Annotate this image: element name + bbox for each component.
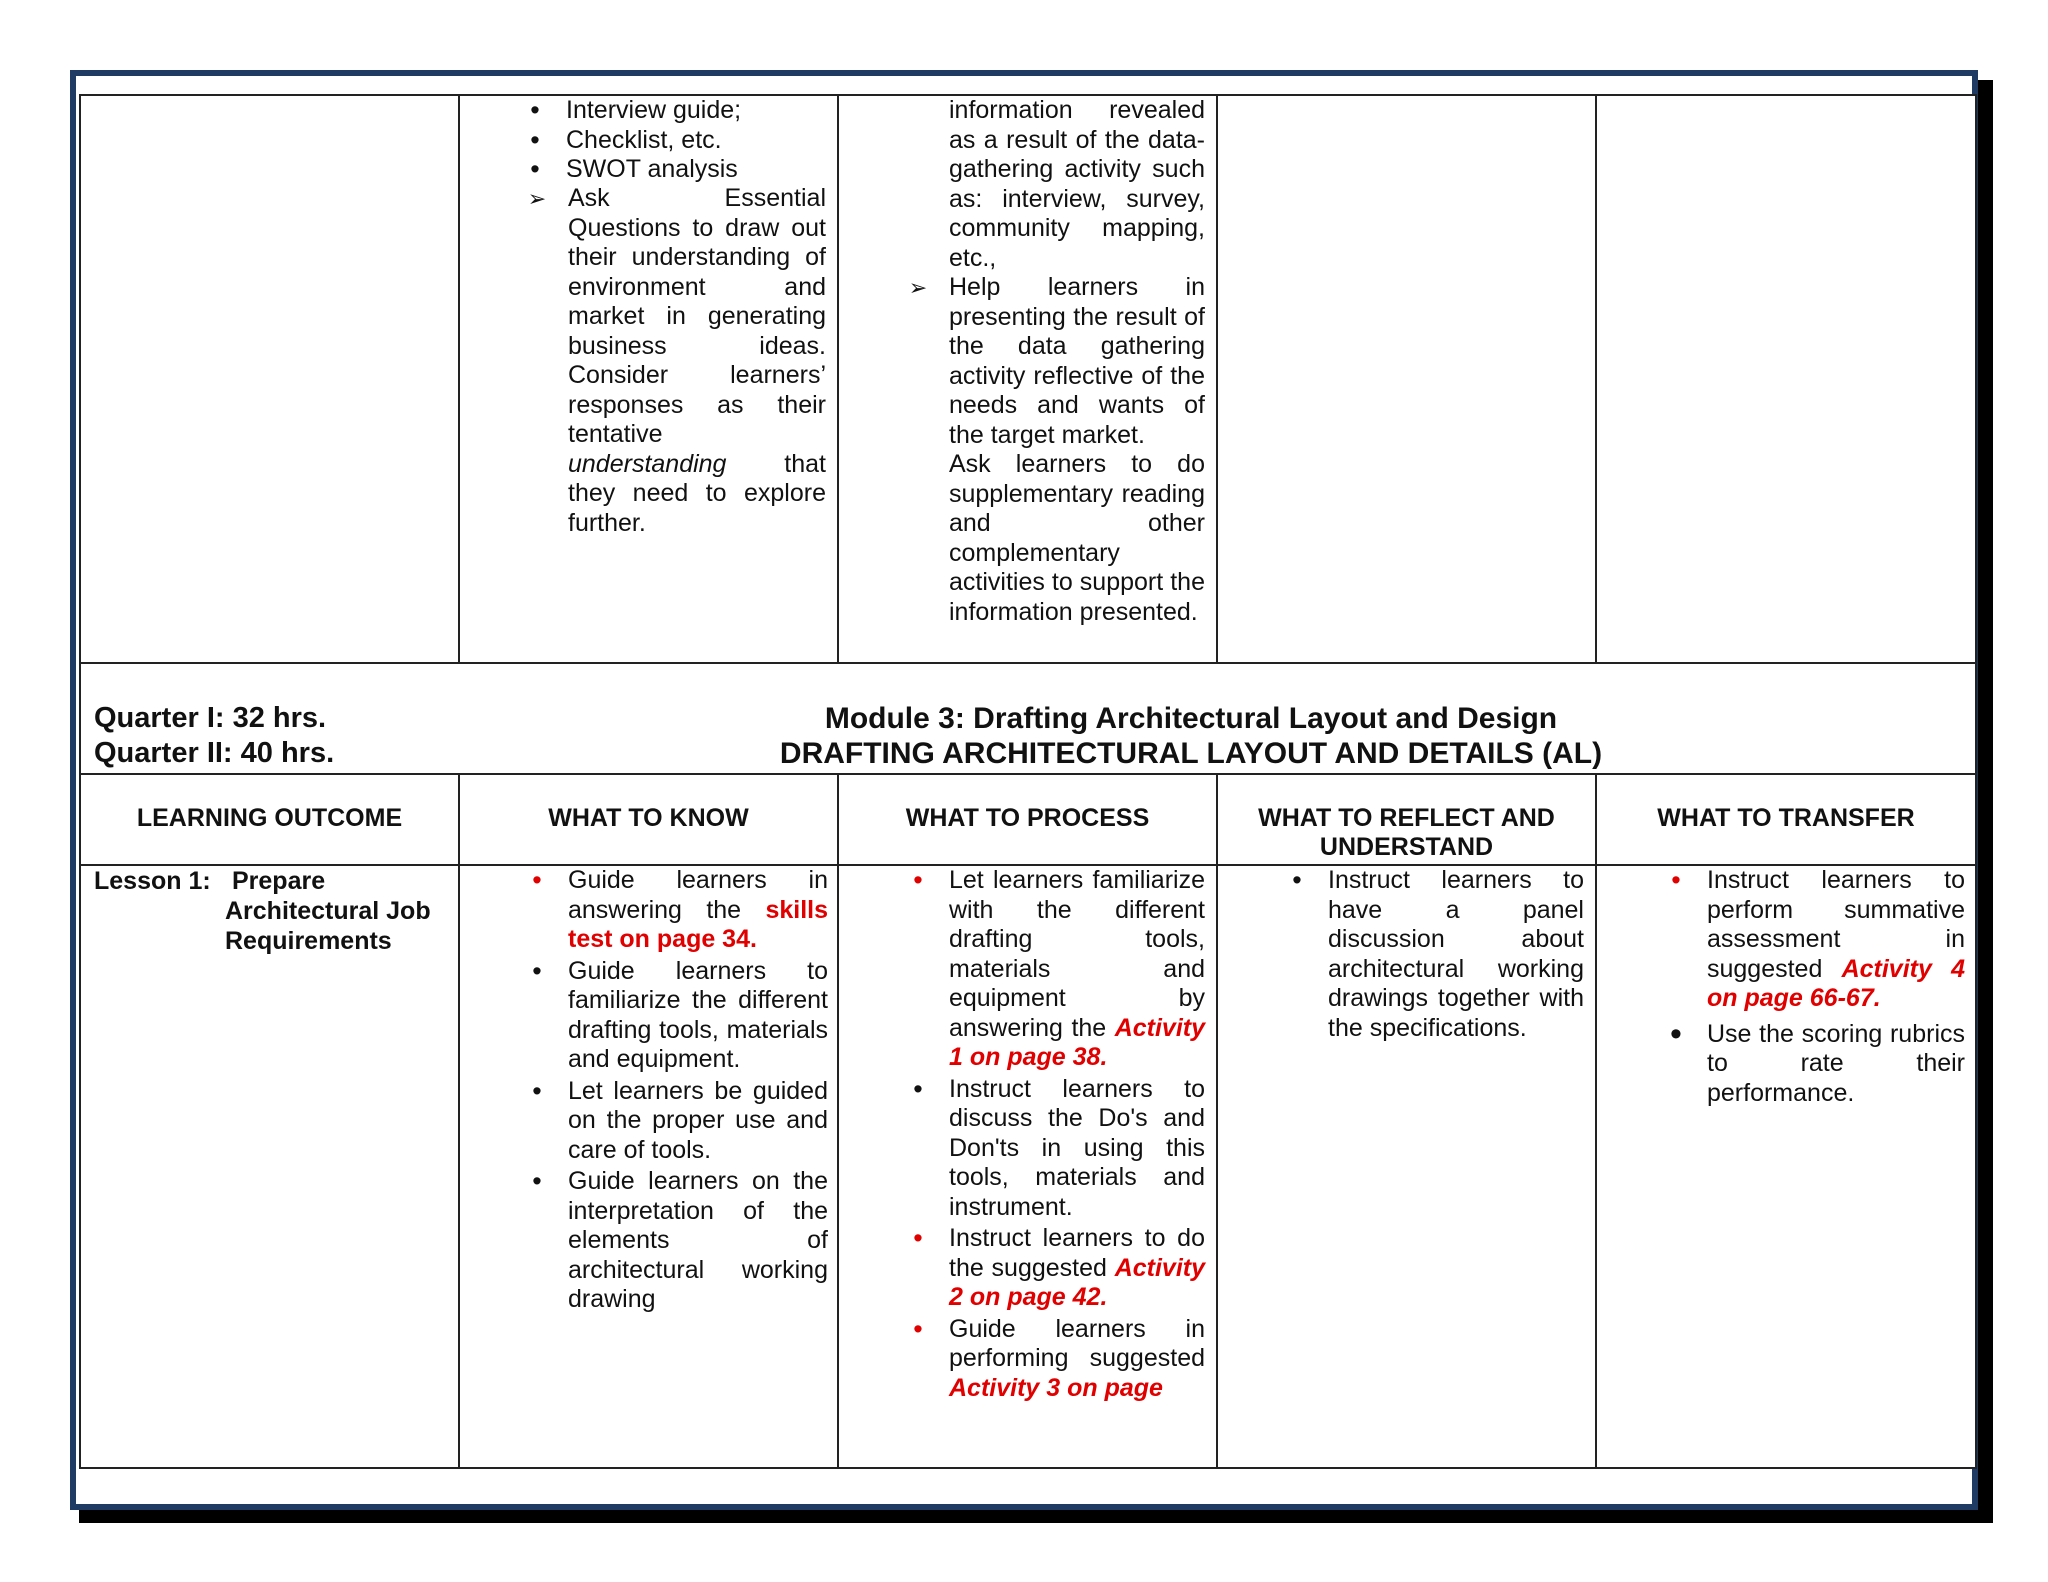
lesson-reflect-cell bbox=[1216, 864, 1597, 1469]
bullet-dot-icon: • bbox=[1292, 865, 1302, 895]
lesson-process-cell bbox=[837, 864, 1218, 1469]
header-what-to-process: WHAT TO PROCESS bbox=[837, 773, 1218, 866]
top-know-dot-item: Checklist, etc. bbox=[566, 125, 722, 154]
bullet-dot-icon: • bbox=[530, 124, 540, 155]
activity-4-reference: Activity 4 on page 66-67. bbox=[1707, 954, 1965, 1012]
list-item: • Let learners familiarize with the different drafting tools, materials and equipment by answering the Activity 1 on page 38. bbox=[949, 866, 1205, 1073]
bullet-dot-icon: • bbox=[532, 955, 542, 986]
activity-2-reference: Activity 2 on page 42. bbox=[949, 1253, 1205, 1311]
skills-test-reference: skills test on page 34. bbox=[568, 895, 828, 953]
lesson-outcome-cell bbox=[79, 864, 460, 1469]
quarter-1-label: Quarter I: 32 hrs. bbox=[94, 702, 327, 734]
list-item: • Guide learners in performing suggested Activity 3 on page bbox=[949, 1315, 1205, 1404]
list-item: • Instruct learners to discuss the Do's and Don'ts in using this tools, materials and instrument. bbox=[949, 1075, 1205, 1223]
quarter-2-label: Quarter II: 40 hrs. bbox=[94, 737, 335, 769]
activity-3-reference: Activity 3 on page bbox=[949, 1373, 1163, 1402]
list-item: • Use the scoring rubrics to rate their performance. bbox=[1707, 1020, 1965, 1109]
top-row-reflect-cell bbox=[1216, 94, 1597, 664]
bullet-dot-icon: • bbox=[1670, 1014, 1682, 1053]
list-item: • Guide learners to familiarize the different drafting tools, materials and equipment. bbox=[568, 957, 828, 1075]
bullet-dot-icon: • bbox=[530, 95, 540, 125]
module-header-row bbox=[79, 662, 1977, 775]
top-row-know-cell bbox=[458, 94, 839, 664]
bullet-dot-icon: • bbox=[913, 1223, 923, 1253]
activity-1-reference: Activity 1 on page 38. bbox=[949, 1013, 1205, 1071]
top-know-dot-item: Interview guide; bbox=[566, 96, 742, 124]
header-what-to-know: WHAT TO KNOW bbox=[458, 773, 839, 866]
header-learning-outcome: LEARNING OUTCOME bbox=[79, 773, 460, 866]
bullet-dot-icon: • bbox=[913, 865, 923, 895]
list-item: • Guide learners on the interpretation of the elements of architectural working drawing bbox=[568, 1167, 828, 1315]
list-item: • Guide learners in answering the skills test on page 34. bbox=[568, 866, 828, 955]
lesson-label bbox=[94, 866, 211, 896]
top-process-arrow-text: Help learners in presenting the result of the data gathering activity reflective of the needs and wants of the target market. bbox=[949, 273, 1205, 449]
top-row-outcome-cell bbox=[79, 94, 460, 664]
lesson-transfer-cell bbox=[1595, 864, 1977, 1469]
bullet-dot-icon: • bbox=[532, 1075, 542, 1106]
top-know-arrow-text: Ask Essential Questions to draw out their understanding of environment and market in generating business ideas. Consider learners’ responses as their tentative understanding that they need to explore further. bbox=[568, 184, 826, 537]
list-item: • Instruct learners to have a panel discussion about architectural working drawings together with the specifications. bbox=[1328, 866, 1584, 1043]
module-subtitle: DRAFTING ARCHITECTURAL LAYOUT AND DETAILS (AL) bbox=[779, 737, 1603, 770]
lesson-prefix: Lesson 1: bbox=[94, 867, 211, 895]
top-know-dot-item: SWOT analysis bbox=[566, 155, 738, 183]
list-item: • Instruct learners to perform summative assessment in suggested Activity 4 on page 66-67. bbox=[1707, 866, 1965, 1014]
bullet-dot-icon: • bbox=[532, 1166, 542, 1196]
bullet-dot-icon: • bbox=[1671, 865, 1681, 895]
arrow-bullet-icon: ➢ bbox=[527, 186, 547, 211]
bullet-dot-icon: • bbox=[530, 154, 540, 184]
arrow-bullet-icon: ➢ bbox=[908, 275, 928, 300]
top-process-after: Ask learners to do supplementary reading and other complementary activities to support the information presented. bbox=[949, 450, 1205, 626]
header-what-to-reflect: WHAT TO REFLECT AND UNDERSTAND bbox=[1216, 773, 1597, 866]
top-process-intro: information revealed as a result of the data-gathering activity such as: interview, survey, community mapping, etc., bbox=[949, 96, 1205, 272]
top-row-transfer-cell bbox=[1595, 94, 1977, 664]
top-row-process-cell bbox=[837, 94, 1218, 664]
header-what-to-transfer: WHAT TO TRANSFER bbox=[1595, 773, 1977, 866]
lesson-title: Prepare Architectural Job Requirements bbox=[225, 867, 431, 955]
bullet-dot-icon: • bbox=[532, 865, 542, 895]
module-title: Module 3: Drafting Architectural Layout and Design bbox=[824, 702, 1558, 735]
lesson-know-cell bbox=[458, 864, 839, 1469]
bullet-dot-icon: • bbox=[913, 1313, 923, 1344]
list-item: • Instruct learners to do the suggested Activity 2 on page 42. bbox=[949, 1224, 1205, 1313]
bullet-dot-icon: • bbox=[913, 1073, 923, 1104]
list-item: • Let learners be guided on the proper use and care of tools. bbox=[568, 1077, 828, 1166]
